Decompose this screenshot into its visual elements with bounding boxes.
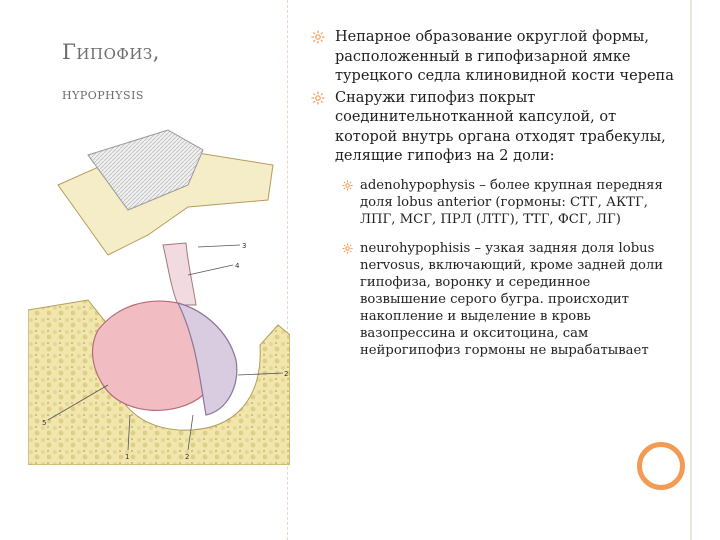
decorative-circle [637, 442, 685, 490]
slide-subtitle: hypophysis [62, 85, 144, 103]
pituitary-illustration [28, 125, 290, 465]
sunburst-bullet-icon [342, 243, 353, 254]
right-rail [690, 0, 692, 540]
sub-bullet-text: adenohypophysis – более крупная передняя доля lobus anterior (гормоны: СТГ, АКТГ, ЛПГ, МСГ, ПРЛ (ЛТГ), ТТГ, ФСГ, ЛГ) [360, 177, 663, 227]
figure-label: 4 [235, 262, 240, 270]
sunburst-bullet-icon [311, 91, 325, 105]
bullet-content [308, 28, 680, 371]
sub-bullet-text: neurohypophisis – узкая задняя доля lobus nervosus, включающий, кроме задней доли гипофиза, воронку и серединное возвышение серого бугра. происходит накопление и выделение в кровь вазопрессина и окситоцина, сам нейрогипофиз гормоны не вырабатывает [360, 240, 664, 358]
figure-label: 3 [242, 242, 247, 250]
sub-bullet-list [342, 177, 680, 359]
figure-label: 2 [185, 453, 190, 461]
bullet-item [308, 28, 680, 87]
sub-bullet-item [342, 240, 680, 359]
bullet-text: Снаружи гипофиз покрыт соединительнотканной капсулой, от которой внутрь органа отходят трабекулы, делящие гипофиз на 2 доли: [335, 89, 666, 164]
bullet-item [308, 89, 680, 167]
slide-title: Гипофиз, [62, 40, 160, 64]
bullet-text: Непарное образование округлой формы, расположенный в гипофизарной ямке турецкого седла клиновидной кости черепа [335, 29, 674, 84]
sub-bullet-item [342, 177, 680, 228]
figure-label: 2 [284, 370, 289, 378]
sunburst-bullet-icon [311, 30, 325, 44]
sunburst-bullet-icon [342, 180, 353, 191]
figure-label: 5 [42, 419, 47, 427]
figure-label: 1 [125, 453, 130, 461]
